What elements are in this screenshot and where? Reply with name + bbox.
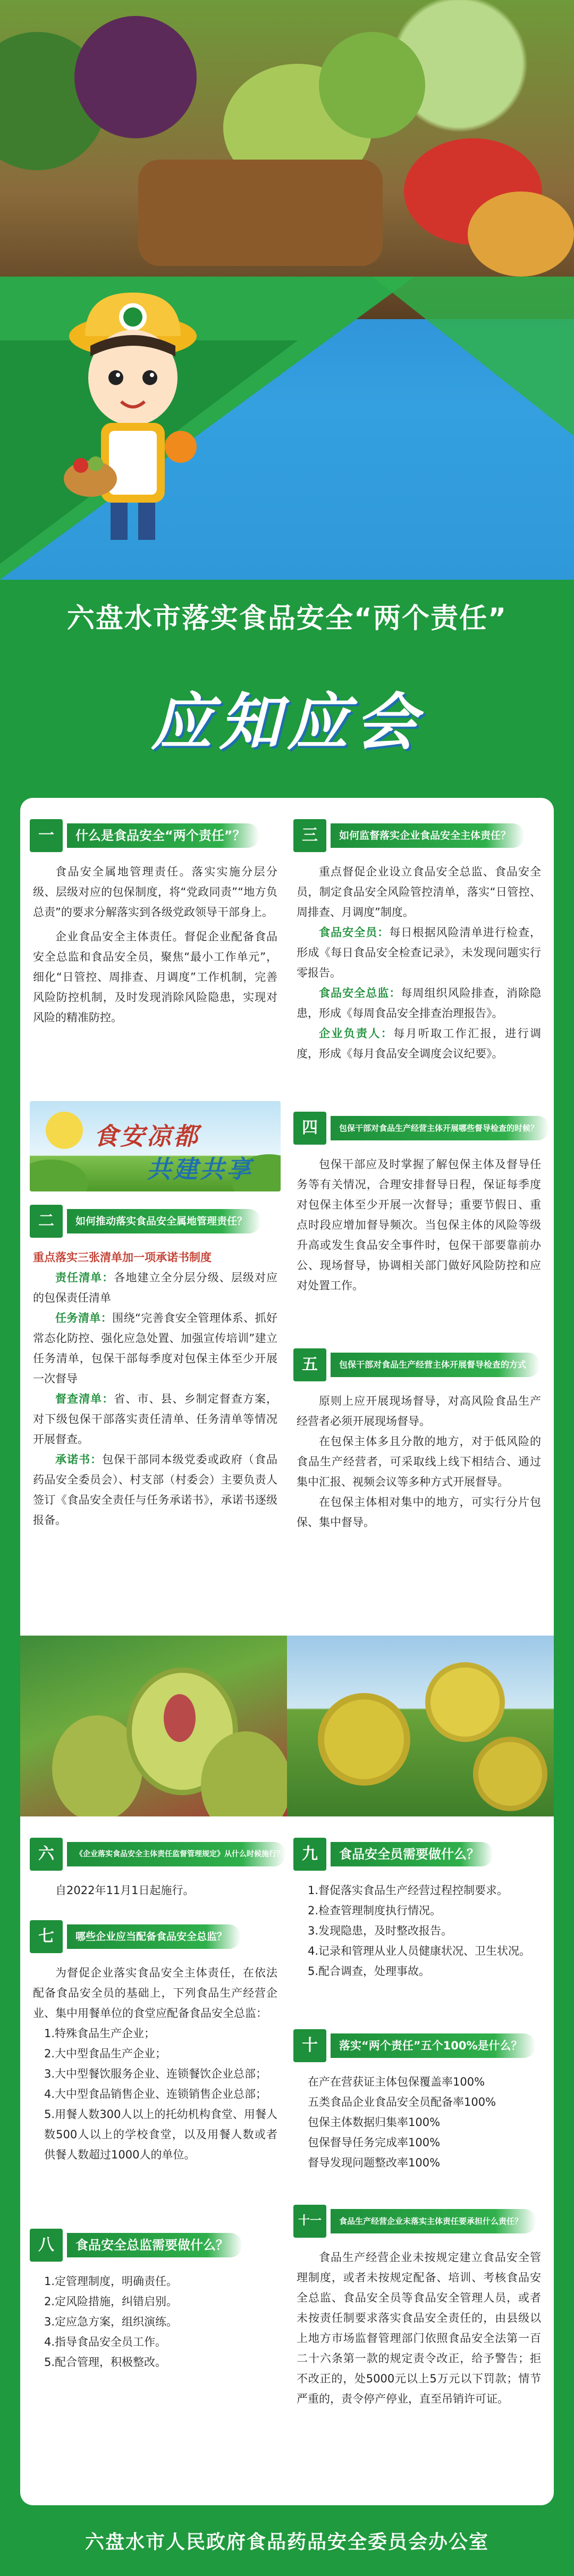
section-header (293, 2029, 544, 2062)
section-header (30, 1838, 284, 1871)
section-title: 包保干部对食品生产经营主体开展督导检查的方式 (331, 1353, 540, 1377)
list-item: 4.记录和管理从业人员健康状况、卫生状况。 (308, 1945, 531, 1957)
list-item: 1.定管理制度，明确责任。 (44, 2275, 178, 2288)
paragraph: 食品安全属地管理责任。落实实施分层分级、层级对应的包保制度，将“党政同责”“地方负总责”的要求分解落实到各级党政领导干部身上。 (33, 865, 277, 919)
paragraph: 包保干部应及时掌握了解包保主体及督导任务等有关情况，合理安排督导日程，保证每季度对包保主体至少开展一次督导；重要节假日、重点时段应增加督导频次。当包保主体的风险等级升高或发生食品安全事件时，包保干部要靠前办公、现场督导，协调相关部门做好风险防控和应对处置工作。 (297, 1158, 541, 1292)
section-body (293, 1880, 544, 1981)
list-item: 3.大中型餐饮服务企业、连锁餐饮企业总部； (44, 2068, 267, 2080)
paragraph: 自2022年11月1日起施行。 (55, 1884, 195, 1897)
section-9 (293, 1838, 544, 1981)
banner-line-1: 食安凉都 (94, 1122, 200, 1151)
section-header (30, 1205, 281, 1238)
section-header (293, 819, 544, 852)
chestnut-bur-photo (287, 1636, 554, 1816)
section-number: 二 (30, 1205, 63, 1238)
section-title: 包保干部对食品生产经营主体开展哪些督导检查的时候？ (331, 1116, 550, 1140)
paragraph: 在包保主体多且分散的地方，对于低风险的食品生产经营者，可采取线上线下相结合、通过集中汇报、视频会议等多种方式开展督导。 (297, 1435, 541, 1488)
list-item: 五类食品企业食品安全员配备率100% (308, 2096, 496, 2108)
section-header (30, 819, 281, 852)
section-body (293, 2072, 544, 2173)
section-title: 如何推动落实食品安全属地管理责任？ (67, 1209, 261, 1233)
section-number: 九 (293, 1838, 326, 1871)
section-7 (30, 1920, 281, 2165)
section-body (30, 1963, 281, 2165)
banner-line-2: 共建共享 (147, 1155, 253, 1183)
section-10 (293, 2029, 544, 2173)
list-item: 5.配合管理，积极整改。 (44, 2356, 167, 2369)
list-item: 包保主体数据归集率100% (308, 2116, 441, 2129)
list-item: 2.大中型食品生产企业； (44, 2047, 167, 2060)
section-title: 《企业落实食品安全主体责任监督管理规定》从什么时候施行？ (67, 1842, 286, 1866)
item-label: 督查清单： (55, 1393, 114, 1405)
section-title: 食品安全总监需要做什么？ (67, 2233, 242, 2257)
list-item: 2.定风险措施，纠错启别。 (44, 2295, 178, 2308)
section-title: 什么是食品安全“两个责任”？ (67, 823, 259, 848)
list-item: 督导发现问题整改率100% (308, 2156, 441, 2169)
section-number: 十 (293, 2029, 326, 2062)
item-label: 任务清单： (55, 1312, 113, 1324)
section-body (293, 2247, 544, 2409)
section-number: 十一 (293, 2205, 326, 2238)
section-title: 如何监督落实企业食品安全主体责任？ (331, 823, 525, 848)
list-item: 5.用餐人数300人以上的托幼机构食堂、用餐人数500人以上的学校食堂，以及用餐人数或者供餐人数超过1000人的单位。 (44, 2108, 277, 2161)
list-item: 4.指导食品安全员工作。 (44, 2336, 167, 2348)
item-label: 食品安全总监： (319, 987, 401, 999)
section-header (293, 1838, 544, 1871)
list-item: 3.发现隐患，及时整改报告。 (308, 1924, 453, 1937)
section-4 (293, 1112, 544, 1296)
section-title: 食品安全员需要做什么？ (331, 1842, 493, 1866)
section-11 (293, 2205, 544, 2409)
section-5 (293, 1348, 544, 1532)
section-6 (30, 1838, 284, 1900)
section-intro: 重点落实三张清单加一项承诺书制度 (33, 1251, 212, 1264)
list-item: 2.检查管理制度执行情况。 (308, 1904, 442, 1917)
content-card (20, 798, 554, 2505)
section-number: 五 (293, 1348, 326, 1381)
item-label: 企业负责人： (319, 1027, 394, 1040)
item-label: 承诺书： (55, 1453, 103, 1466)
page-title: 六盘水市落实食品安全“两个责任” (66, 603, 508, 635)
section-header (293, 1112, 544, 1145)
section-body (30, 2271, 281, 2372)
section-1 (30, 819, 281, 1028)
item-text: 各地建立全分层分级、层级对应的包保责任清单 (33, 1271, 278, 1304)
kiwi-fruit-photo (20, 1636, 287, 1816)
item-text: 每周组织风险排查，消除隐患，形成《每周食品安全排查治理报告》。 (297, 987, 542, 1020)
slogan-banner (30, 1101, 281, 1191)
list-item: 5.配合调查，处理事故。 (308, 1965, 430, 1978)
section-body (293, 1391, 544, 1532)
item-text: 省、市、县、乡制定督查方案，对下级包保干部落实责任清单、任务清单等情况开展督查。 (33, 1393, 278, 1446)
section-number: 六 (30, 1838, 63, 1871)
section-number: 七 (30, 1920, 63, 1953)
section-body (293, 1154, 544, 1296)
section-body (30, 1880, 281, 1900)
list-item: 3.定应急方案，组织演练。 (44, 2315, 178, 2328)
paragraph: 食品生产经营企业未按规定建立食品安全管理制度，或者未按规定配备、培训、考核食品安全总监、食品安全员等食品安全管理人员，或者未按责任制要求落实食品安全责任的，由县级以上地方市场监督管理部门依照食品安全法第一百二十六条第一款的规定责令改正，给予警告；拒不改正的，处5000元以上5万元以下罚款；情节严重的，责令停产停业，直至吊销许可证。 (297, 2251, 541, 2405)
paragraph: 为督促企业落实食品安全主体责任，在依法配备食品安全员的基础上，下列食品生产经营企业、集中用餐单位的食堂应配备食品安全总监： (33, 1966, 277, 2020)
section-title: 落实“两个责任”五个100%是什么？ (331, 2033, 536, 2058)
section-header (30, 1920, 281, 1953)
section-number: 一 (30, 819, 63, 852)
item-text: 围绕“完善食安全管理体系、抓好常态化防控、强化应急处置、加强宣传培训”建立任务清单，包保干部每季度对包保主体至少开展一次督导 (33, 1312, 277, 1385)
issuer-footer: 六盘水市人民政府食品药品安全委员会办公室 (85, 2531, 489, 2553)
list-item: 包保督导任务完成率100% (308, 2136, 441, 2149)
section-2 (30, 1205, 281, 1530)
item-label: 责任清单： (55, 1271, 114, 1284)
section-title: 食品生产经营企业未落实主体责任要承担什么责任？ (331, 2209, 536, 2233)
paragraph: 在包保主体相对集中的地方，可实行分片包保、集中督导。 (297, 1496, 541, 1529)
section-body (30, 1247, 281, 1530)
hero-header (0, 0, 574, 580)
section-header (293, 1348, 544, 1381)
paragraph: 企业食品安全主体责任。督促企业配备食品安全总监和食品安全员，聚焦“最小工作单元”，细化“日管控、周排查、月调度”工作机制，完善风险防控机制，及时发现消除风险隐患，实现对风险的精准防控。 (33, 930, 277, 1024)
section-body (293, 862, 544, 1064)
section-3 (293, 819, 544, 1064)
inspector-mascot-icon (53, 287, 213, 553)
list-item: 1.督促落实食品生产经营过程控制要求。 (308, 1884, 509, 1897)
section-header (30, 2229, 281, 2262)
list-item: 1.特殊食品生产企业； (44, 2027, 156, 2040)
section-number: 八 (30, 2229, 63, 2262)
section-body (30, 862, 281, 1028)
section-title: 哪些企业应当配备食品安全总监？ (67, 1924, 241, 1949)
paragraph: 重点督促企业设立食品安全总监、食品安全员，制定食品安全风险管控清单，落实“日管控、周排查、月调度”制度。 (297, 865, 541, 919)
page-subtitle: 应知应会 (151, 687, 423, 758)
list-item: 在产在营获证主体包保覆盖率100% (308, 2075, 485, 2088)
item-text: 每日根据风险清单进行检查，形成《每日食品安全检查记录》，未发现问题实行零报告。 (297, 926, 542, 979)
section-number: 三 (293, 819, 326, 852)
item-text: 每月听取工作汇报，进行调度，形成《每月食品安全调度会议纪要》。 (297, 1027, 542, 1060)
section-8 (30, 2229, 281, 2372)
section-number: 四 (293, 1112, 326, 1145)
paragraph: 原则上应开展现场督导，对高风险食品生产经营者必须开展现场督导。 (297, 1395, 541, 1428)
item-label: 食品安全员： (319, 926, 390, 939)
item-text: 包保干部同本级党委或政府（食品药品安全委员会）、村支部（村委会）主要负责人签订《食品安全责任与任务承诺书》，承诺书逐级报备。 (33, 1453, 278, 1527)
list-item: 4.大中型食品销售企业、连锁销售企业总部； (44, 2088, 267, 2100)
section-header (293, 2205, 544, 2238)
